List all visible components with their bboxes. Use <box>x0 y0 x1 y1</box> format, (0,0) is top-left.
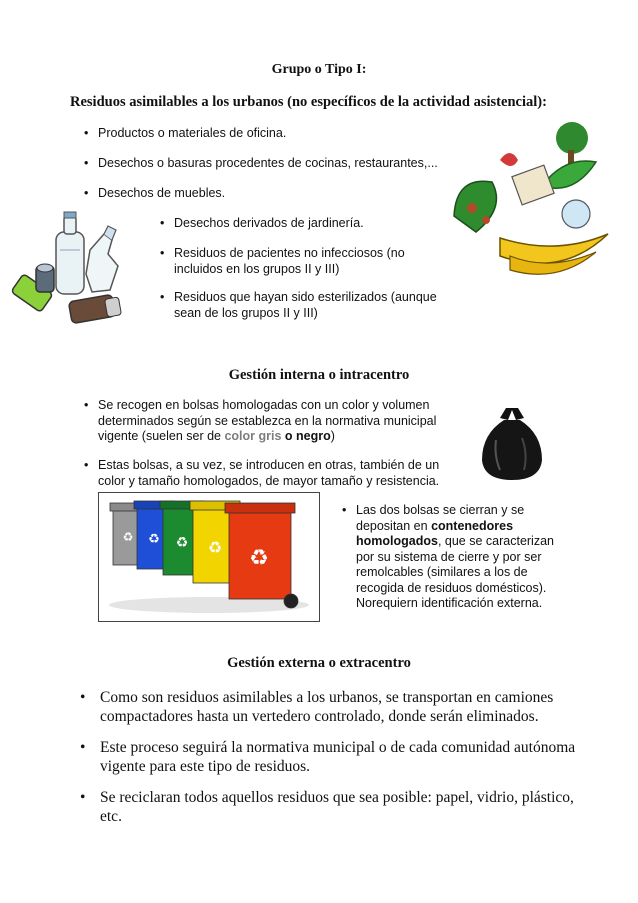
list-item: • Estas bolsas, a su vez, se introducen en otras, también de un color y tamaño homologados, de mayor tamaño y resistencia. <box>84 458 440 488</box>
list-item: • Se reciclaran todos aquellos residuos que sea posible: papel, vidrio, plástico, etc. <box>80 789 574 825</box>
group-subtitle: Residuos asimilables a los urbanos (no específicos de la actividad asistencial): <box>70 94 547 110</box>
list-item: • Residuos de pacientes no infecciosos (no incluidos en los grupos II y III) <box>160 246 405 276</box>
gray-color-text: color gris <box>224 429 282 443</box>
recycling-bins-image <box>98 492 320 622</box>
list-item: • Como son residuos asimilables a los urbanos, se transportan en camiones compactadores hasta un vertedero controlado, donde serán eliminados. <box>80 689 554 725</box>
recyclables-illustration <box>8 210 136 330</box>
black-color-text: negro <box>296 429 331 443</box>
organic-waste-illustration <box>446 116 618 290</box>
list-item: • Las dos bolsas se cierran y se depositan en contenedores homologados, que se caracterizan por su sistema de cierre y por ser remolcables (similares a los de recogida de residuos domésticos). Norequiern identificación externa. <box>342 503 554 610</box>
svg-text:♻: ♻ <box>207 540 223 557</box>
group-title: Grupo o Tipo I: <box>271 62 367 77</box>
external-management-title: Gestión externa o extracentro <box>227 655 411 671</box>
svg-text:♻: ♻ <box>175 536 189 551</box>
list-item: • Se recogen en bolsas homologadas con un color y volumen determinados según se establezca en la normativa municipal vigente (suelen ser de color gris o negro) <box>84 398 437 443</box>
svg-text:♻: ♻ <box>122 530 134 544</box>
list-item: • Este proceso seguirá la normativa municipal o de cada comunidad autónoma vigente para este tipo de residuos. <box>80 739 576 775</box>
internal-management-title: Gestión interna o intracentro <box>228 367 410 383</box>
red-bin <box>225 503 298 608</box>
svg-text:♻: ♻ <box>249 545 269 570</box>
svg-text:♻: ♻ <box>148 531 160 546</box>
list-item: • Residuos que hayan sido esterilizados (aunque sean de los grupos II y III) <box>160 290 437 320</box>
garbage-bag-image <box>476 404 548 484</box>
